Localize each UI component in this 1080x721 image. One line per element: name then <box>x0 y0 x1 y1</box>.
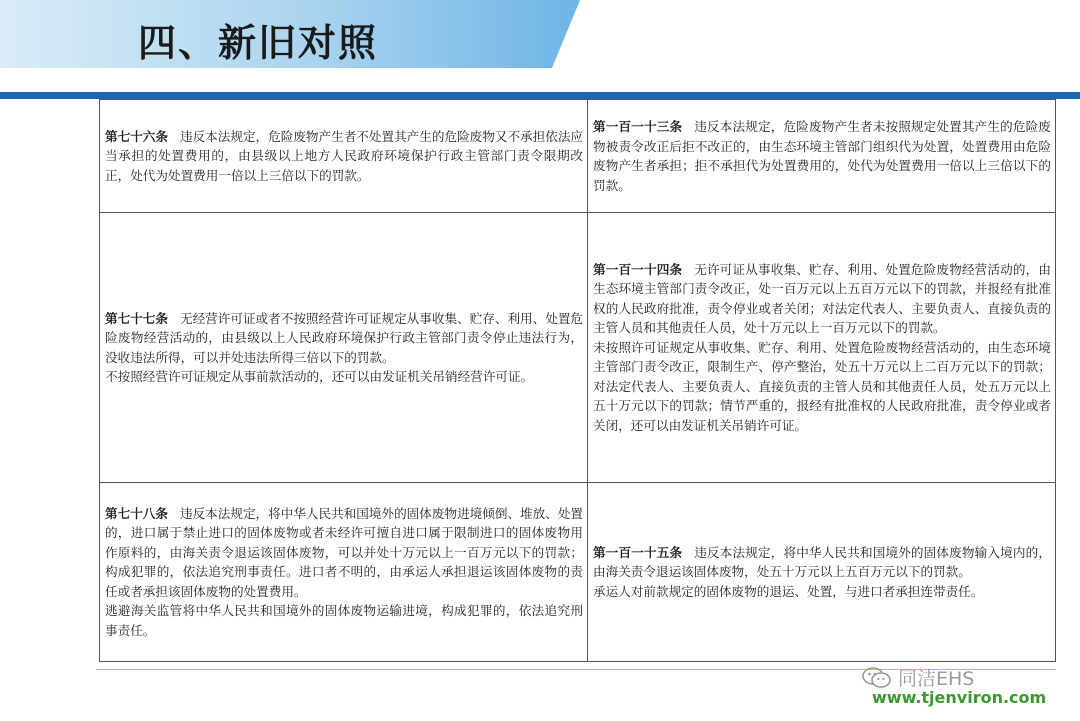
brand-watermark <box>862 664 974 691</box>
old-law-cell <box>100 483 588 661</box>
article-number: 第一百一十四条 <box>593 261 683 277</box>
brand-name: 同洁EHS <box>898 668 975 690</box>
article-number: 第七十七条 <box>105 310 168 326</box>
article-paragraph <box>105 127 583 186</box>
new-law-cell <box>588 100 1055 213</box>
article-text: 无许可证从事收集、贮存、利用、处置危险废物经营活动的，由生态环境主管部门责令改正，处一百万元以上五百万元以下的罚款，并报经有批准权的人民政府批准，责令停业或者关闭；对法定代表人、主要负责人、直接负责的主管人员和其他责任人员，处十万元以上一百万元以下的罚款。 <box>593 261 1052 336</box>
wechat-icon <box>862 667 892 689</box>
page-title: 四、新旧对照 <box>138 21 379 65</box>
new-law-cell <box>588 213 1055 483</box>
article-number: 第七十八条 <box>105 505 168 521</box>
article-paragraph <box>105 309 583 368</box>
article-paragraph: 逃避海关监管将中华人民共和国境外的固体废物运输进境，构成犯罪的，依法追究刑事责任。 <box>105 603 583 638</box>
article-paragraph: 不按照经营许可证规定从事前款活动的，还可以由发证机关吊销经营许可证。 <box>105 369 534 384</box>
article-paragraph: 未按照许可证规定从事收集、贮存、利用、处置危险废物经营活动的，由生态环境主管部门责令改正，限制生产、停产整治，处五十万元以上二百万元以下的罚款；对法定代表人、主要负责人、直接负责的主管人员和其他责任人员，处五万元以上五十万元以下的罚款；情节严重的，报经有批准权的人民政府批准，责令停业或者关闭，还可以由发证机关吊销许可证。 <box>593 339 1051 433</box>
article-number: 第一百一十五条 <box>593 544 683 560</box>
article-text: 违反本法规定，将中华人民共和国境外的固体废物输入境内的，由海关责令退运该固体废物，处五十万元以上五百万元以下的罚款。 <box>593 544 1052 580</box>
old-law-cell <box>100 213 588 483</box>
article-text: 违反本法规定，危险废物产生者不处置其产生的危险废物又不承担依法应当承担的处置费用的，由县级以上地方人民政府环境保护行政主管部门责令限期改正，处代为处置费用一倍以上三倍以下的罚款。 <box>105 128 584 183</box>
website-url: www.tjenviron.com <box>872 688 1047 707</box>
article-paragraph <box>105 504 583 602</box>
article-text: 违反本法规定，将中华人民共和国境外的固体废物进境倾倒、堆放、处置的，进口属于禁止进口的固体废物或者未经许可擅自进口属于限制进口的固体废物用作原料的，由海关责令退运该固体废物，可以并处十万元以上一百万元以下的罚款；构成犯罪的，依法追究刑事责任。进口者不明的，由承运人承担退运该固体废物的责任或者承担该固体废物的处置费用。 <box>105 505 584 599</box>
new-law-cell <box>588 483 1055 661</box>
article-text: 无经营许可证或者不按照经营许可证规定从事收集、贮存、利用、处置危险废物经营活动的，由县级以上人民政府环境保护行政主管部门责令停止违法行为，没收违法所得，可以并处违法所得三倍以下的罚款。 <box>105 310 584 365</box>
article-paragraph <box>593 543 1051 582</box>
comparison-table <box>99 99 1056 662</box>
article-number: 第一百一十三条 <box>593 119 683 134</box>
article-number: 第七十六条 <box>105 128 168 144</box>
article-paragraph <box>593 260 1051 338</box>
article-text: 违反本法规定，危险废物产生者未按照规定处置其产生的危险废物被责令改正后拒不改正的，由生态环境主管部门组织代为处置，处置费用由危险废物产生者承担；拒不承担代为处置费用的，处代为处置费用一倍以上三倍以下的罚款。 <box>593 119 1052 193</box>
header-divider <box>0 92 1080 99</box>
old-law-cell <box>100 100 588 213</box>
article-paragraph <box>593 117 1051 195</box>
article-paragraph: 承运人对前款规定的固体废物的退运、处置，与进口者承担连带责任。 <box>593 583 984 599</box>
